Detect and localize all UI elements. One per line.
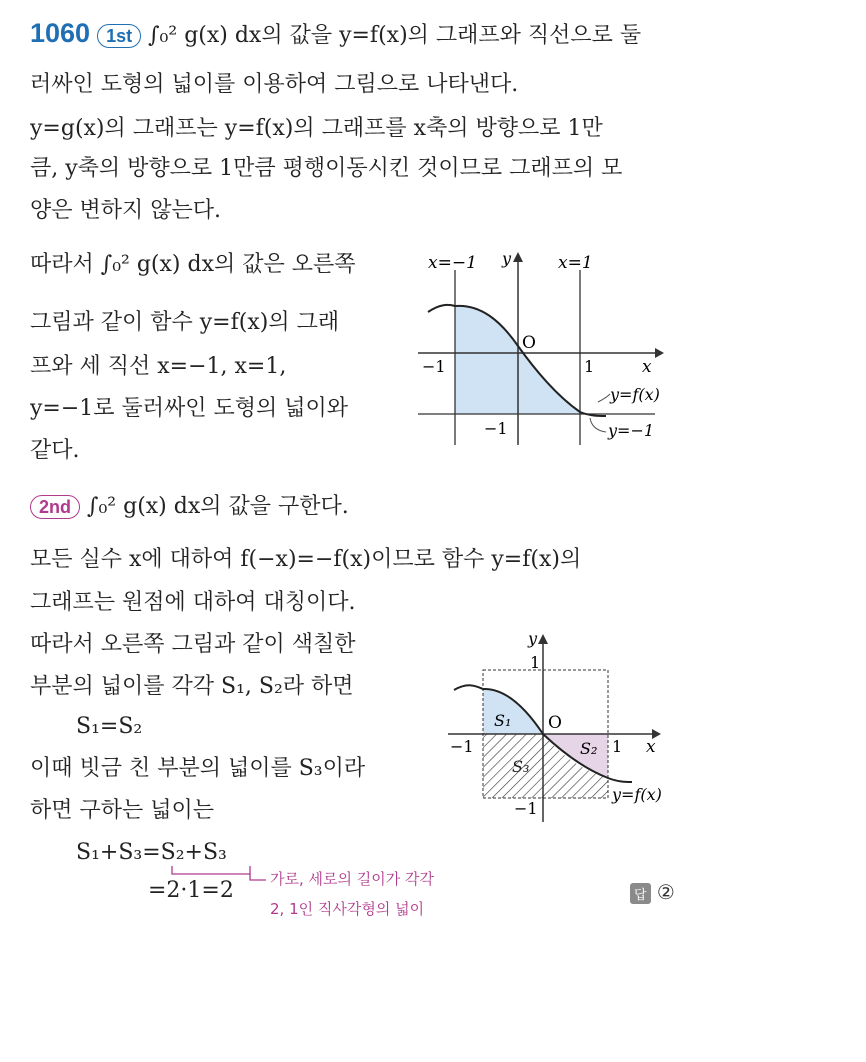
graph1-label-x1: x=1 [558,253,593,273]
problem-line-9: y=−1로 둘러싸인 도형의 넓이와 [30,396,349,421]
step2-line-3: 따라서 오른쪽 그림과 같이 색칠한 [30,632,356,657]
problem-line-5: 양은 변하지 않는다. [30,198,221,223]
graph1-ym1-leader [590,418,606,432]
problem-line-4: 큼, y축의 방향으로 1만큼 평행이동시킨 것이므로 그래프의 모 [30,156,623,181]
graph2-tick-y1: 1 [530,653,541,672]
step2-line-2: 그래프는 원점에 대하여 대칭이다. [30,590,356,615]
problem-line-10: 같다. [30,438,80,463]
step2-line-6: 이때 빗금 친 부분의 넓이를 S₃이라 [30,756,366,781]
graph-1 [410,240,700,460]
step-tag-first: 1st [97,24,141,48]
step2-heading-text: ∫₀² g(x) dx의 값을 구한다. [87,494,349,519]
step2-eq-2: =2·1=2 [148,878,234,903]
graph1-y-arrow [513,252,523,262]
graph2-tick-xm1: −1 [450,737,474,756]
graph1-label-ym1: y=−1 [608,421,655,440]
graph2-label-s2: S₂ [580,739,598,758]
step-tag-second: 2nd [30,495,80,519]
graph1-label-xm1: x=−1 [428,253,477,273]
graph1-x-arrow [655,348,664,358]
step2-line-4: 부분의 넓이를 각각 S₁, S₂라 하면 [30,674,354,699]
graph1-label-y: y [502,249,512,268]
graph2-label-x: x [646,737,656,757]
graph2-label-y: y [528,629,538,648]
problem-header [30,18,641,51]
note-line-1: 가로, 세로의 길이가 각각 [270,870,434,888]
graph2-tick-ym1: −1 [514,799,538,818]
graph1-label-origin: O [522,333,536,353]
graph2-label-s1: S₁ [494,711,512,730]
graph-2 [440,622,700,832]
graph1-fx-leader [598,394,610,402]
step2-line-1: 모든 실수 x에 대하여 f(−x)=−f(x)이므로 함수 y=f(x)의 [30,547,582,572]
problem-number: 1060 [30,18,91,48]
graph2-y-arrow [538,634,548,644]
note-bracket [170,860,270,900]
graph2-region-s1 [483,689,543,734]
graph2-label-origin: O [548,713,562,733]
graph1-tick-ym1: −1 [484,419,508,438]
graph1-label-fx: y=f(x) [610,385,660,404]
step2-line-7: 하면 구하는 넓이는 [30,798,215,823]
graph2-label-s3: S₃ [512,757,530,776]
graph2-tick-x1: 1 [612,737,623,756]
answer-icon: 답 [630,883,651,904]
problem-line-7: 그림과 같이 함수 y=f(x)의 그래 [30,310,340,335]
graph2-label-fx: y=f(x) [612,785,662,804]
answer-value: ② [656,880,675,904]
problem-line-8: 프와 세 직선 x=−1, x=1, [30,354,287,379]
problem-line-2: 러싸인 도형의 넓이를 이용하여 그림으로 나타낸다. [30,72,519,97]
graph1-label-x: x [642,357,652,377]
step2-heading [30,492,349,522]
problem-line-3: y=g(x)의 그래프는 y=f(x)의 그래프를 x축의 방향으로 1만 [30,116,603,141]
step2-line-5: S₁=S₂ [76,714,143,739]
graph1-tick-xm1: −1 [422,357,446,376]
problem-line-1: ∫₀² g(x) dx의 값을 y=f(x)의 그래프와 직선으로 둘 [148,23,642,48]
problem-line-6: 따라서 ∫₀² g(x) dx의 값은 오른쪽 [30,252,356,277]
note-line-2: 2, 1인 직사각형의 넓이 [270,900,425,918]
answer [630,880,675,904]
graph1-tick-x1: 1 [584,357,595,376]
step2-eq-1: S₁+S₃=S₂+S₃ [76,840,227,865]
